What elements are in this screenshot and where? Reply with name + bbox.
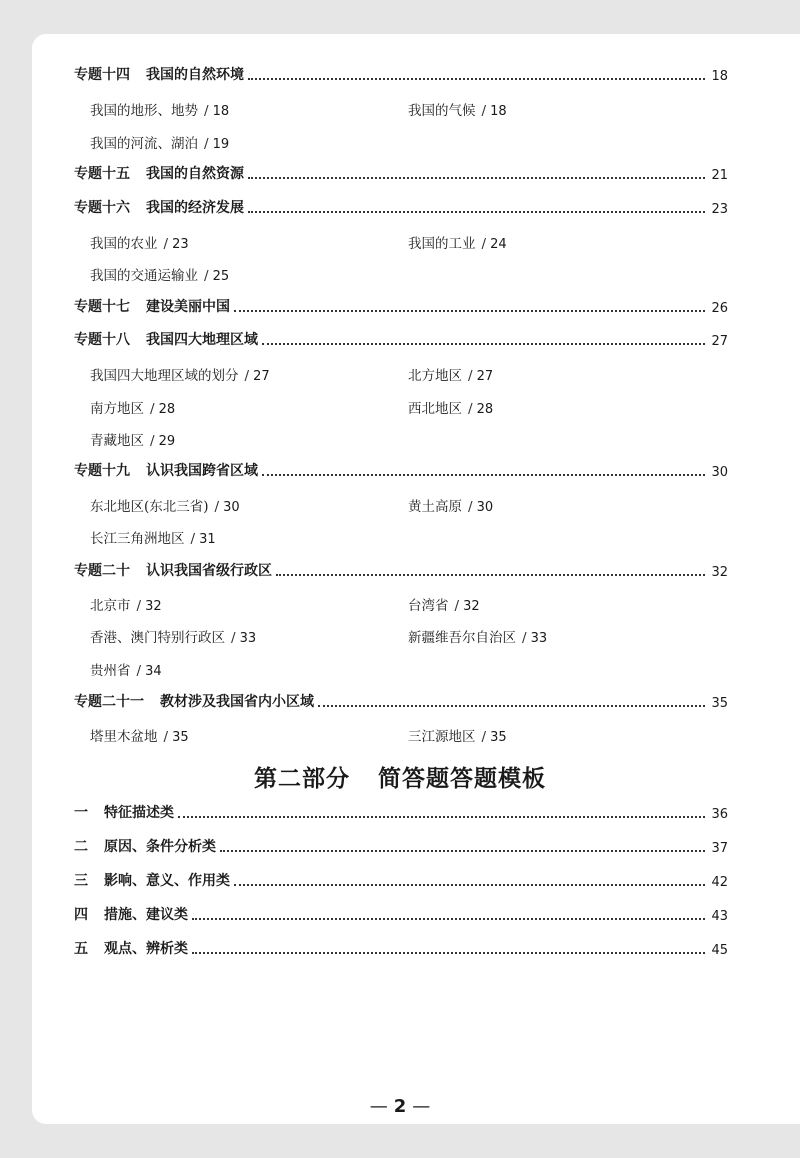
- toc-template-5[interactable]: [74, 938, 728, 958]
- toc-topic-21[interactable]: [74, 691, 728, 711]
- dot-leader: [178, 816, 705, 818]
- toc-topic-18[interactable]: [74, 329, 728, 349]
- topic-code: 专题十四: [74, 67, 130, 83]
- sub-title: 香港、澳门特别行政区: [90, 630, 225, 646]
- separator: /: [522, 630, 527, 646]
- part-label: 第二部分: [254, 766, 350, 792]
- dot-leader: [248, 78, 705, 80]
- toc-sub-item[interactable]: [90, 527, 216, 547]
- dot-leader: [262, 343, 705, 345]
- toc-sub-item[interactable]: [408, 725, 507, 745]
- toc-sub-item[interactable]: [408, 594, 480, 614]
- toc-topic-17[interactable]: [74, 296, 728, 316]
- toc-sub-item[interactable]: [90, 397, 175, 417]
- toc-topic-14[interactable]: [74, 64, 728, 84]
- sub-page: 32: [145, 599, 162, 614]
- separator: /: [468, 401, 473, 417]
- separator: /: [150, 433, 155, 449]
- item-code: 三: [74, 873, 88, 889]
- item-title: 原因、条件分析类: [104, 839, 216, 855]
- separator: /: [150, 401, 155, 417]
- toc-sub-item[interactable]: [408, 495, 493, 515]
- sub-title: 北京市: [90, 598, 131, 614]
- topic-code: 专题二十一: [74, 694, 144, 710]
- topic-title: 我国四大地理区域: [146, 332, 258, 348]
- sub-title: 黄土高原: [408, 499, 462, 515]
- footer-dash-left: —: [369, 1096, 388, 1117]
- sub-title: 新疆维吾尔自治区: [408, 630, 516, 646]
- item-code: 一: [74, 805, 88, 821]
- item-title: 特征描述类: [104, 805, 174, 821]
- topic-title: 我国的自然资源: [146, 166, 244, 182]
- toc-template-2[interactable]: [74, 836, 728, 856]
- sub-title: 东北地区(东北三省): [90, 499, 209, 515]
- sub-page: 32: [463, 599, 480, 614]
- dot-leader: [192, 952, 705, 954]
- toc-sub-item[interactable]: [90, 132, 229, 152]
- topic-title: 认识我国跨省区域: [146, 463, 258, 479]
- sub-page: 28: [476, 402, 494, 417]
- separator: /: [204, 268, 209, 284]
- separator: /: [481, 236, 487, 252]
- sub-title: 长江三角洲地区: [90, 531, 185, 547]
- sub-page: 33: [530, 631, 548, 646]
- dot-leader: [262, 474, 705, 476]
- part-two-heading: [0, 760, 800, 793]
- sub-page: 31: [199, 532, 216, 547]
- separator: /: [481, 103, 487, 119]
- toc-topic-19[interactable]: [74, 460, 728, 480]
- page-footer: [0, 1096, 800, 1117]
- item-page: 42: [711, 875, 728, 890]
- item-code: 四: [74, 907, 88, 923]
- toc-topic-20[interactable]: [74, 560, 728, 580]
- topic-code: 专题十九: [74, 463, 130, 479]
- dot-leader: [220, 850, 705, 852]
- separator: /: [204, 103, 209, 119]
- sub-title: 台湾省: [408, 598, 449, 614]
- topic-page: 30: [711, 465, 728, 480]
- sub-title: 我国的地形、地势: [90, 103, 198, 119]
- toc-sub-item[interactable]: [408, 364, 493, 384]
- sub-title: 我国的工业: [408, 236, 476, 252]
- sub-page: 34: [145, 664, 162, 679]
- item-title: 措施、建议类: [104, 907, 188, 923]
- separator: /: [454, 598, 460, 614]
- topic-page: 35: [711, 696, 728, 711]
- dot-leader: [192, 918, 705, 920]
- toc-sub-item[interactable]: [90, 364, 270, 384]
- toc-sub-item[interactable]: [90, 232, 189, 252]
- toc-template-1[interactable]: [74, 802, 728, 822]
- separator: /: [163, 729, 169, 745]
- part-title: 简答题答题模板: [378, 766, 546, 792]
- sub-page: 28: [158, 402, 176, 417]
- footer-dash-right: —: [412, 1096, 431, 1117]
- sub-page: 18: [212, 104, 230, 119]
- sub-page: 33: [239, 631, 257, 646]
- toc-sub-item[interactable]: [90, 594, 162, 614]
- sub-page: 19: [212, 137, 230, 152]
- item-code: 二: [74, 839, 88, 855]
- sub-title: 贵州省: [90, 663, 131, 679]
- toc-topic-15[interactable]: [74, 163, 728, 183]
- topic-page: 32: [711, 565, 728, 580]
- topic-title: 教材涉及我国省内小区域: [160, 694, 314, 710]
- separator: /: [481, 729, 487, 745]
- sub-title: 我国四大地理区域的划分: [90, 368, 239, 384]
- topic-page: 18: [711, 69, 728, 84]
- toc-sub-item[interactable]: [408, 397, 493, 417]
- toc-template-4[interactable]: [74, 904, 728, 924]
- dot-leader: [248, 177, 705, 179]
- separator: /: [163, 236, 169, 252]
- topic-title: 我国的经济发展: [146, 200, 244, 216]
- toc-sub-item[interactable]: [90, 264, 229, 284]
- toc-sub-item[interactable]: [90, 626, 256, 646]
- dot-leader: [248, 211, 705, 213]
- topic-page: 23: [711, 202, 728, 217]
- item-page: 36: [711, 807, 728, 822]
- sub-title: 青藏地区: [90, 433, 144, 449]
- topic-page: 21: [711, 168, 728, 183]
- sub-page: 35: [172, 730, 189, 745]
- sub-title: 我国的气候: [408, 103, 476, 119]
- sub-page: 23: [172, 237, 189, 252]
- toc-sub-item[interactable]: [90, 429, 175, 449]
- sub-page: 18: [490, 104, 507, 119]
- toc-sub-item[interactable]: [90, 725, 189, 745]
- topic-title: 建设美丽中国: [146, 299, 230, 315]
- topic-page: 27: [711, 334, 728, 349]
- dot-leader: [318, 705, 705, 707]
- dot-leader: [234, 884, 705, 886]
- toc-template-3[interactable]: [74, 870, 728, 890]
- separator: /: [214, 499, 220, 515]
- sub-title: 我国的农业: [90, 236, 158, 252]
- separator: /: [136, 598, 142, 614]
- separator: /: [136, 663, 142, 679]
- separator: /: [468, 368, 473, 384]
- sub-page: 30: [476, 500, 494, 515]
- item-page: 43: [711, 909, 728, 924]
- sub-title: 西北地区: [408, 401, 462, 417]
- item-code: 五: [74, 941, 88, 957]
- sub-title: 南方地区: [90, 401, 144, 417]
- topic-code: 专题十五: [74, 166, 130, 182]
- topic-code: 专题十六: [74, 200, 130, 216]
- page-number: 2: [393, 1096, 407, 1117]
- sub-page: 27: [476, 369, 494, 384]
- item-title: 影响、意义、作用类: [104, 873, 230, 889]
- sub-title: 塔里木盆地: [90, 729, 158, 745]
- toc-topic-16[interactable]: [74, 197, 728, 217]
- sub-page: 35: [490, 730, 507, 745]
- toc-sub-item[interactable]: [90, 659, 162, 679]
- separator: /: [204, 136, 209, 152]
- topic-title: 认识我国省级行政区: [146, 563, 272, 579]
- sub-page: 29: [158, 434, 176, 449]
- dot-leader: [276, 574, 705, 576]
- toc-sub-item[interactable]: [408, 626, 547, 646]
- sub-page: 30: [223, 500, 240, 515]
- toc-sub-item[interactable]: [408, 232, 507, 252]
- separator: /: [244, 368, 250, 384]
- sub-page: 25: [212, 269, 230, 284]
- separator: /: [231, 630, 236, 646]
- dot-leader: [234, 310, 705, 312]
- item-page: 37: [711, 841, 728, 856]
- toc-sub-item[interactable]: [90, 495, 240, 515]
- sub-title: 我国的交通运输业: [90, 268, 198, 284]
- topic-page: 26: [711, 301, 728, 316]
- toc-sub-item[interactable]: [90, 99, 229, 119]
- sub-title: 三江源地区: [408, 729, 476, 745]
- topic-code: 专题十八: [74, 332, 130, 348]
- separator: /: [190, 531, 196, 547]
- sub-page: 27: [253, 369, 270, 384]
- item-page: 45: [711, 943, 728, 958]
- item-title: 观点、辨析类: [104, 941, 188, 957]
- toc-sub-item[interactable]: [408, 99, 507, 119]
- topic-code: 专题二十: [74, 563, 130, 579]
- separator: /: [468, 499, 473, 515]
- sub-title: 我国的河流、湖泊: [90, 136, 198, 152]
- topic-title: 我国的自然环境: [146, 67, 244, 83]
- topic-code: 专题十七: [74, 299, 130, 315]
- sub-title: 北方地区: [408, 368, 462, 384]
- sub-page: 24: [490, 237, 507, 252]
